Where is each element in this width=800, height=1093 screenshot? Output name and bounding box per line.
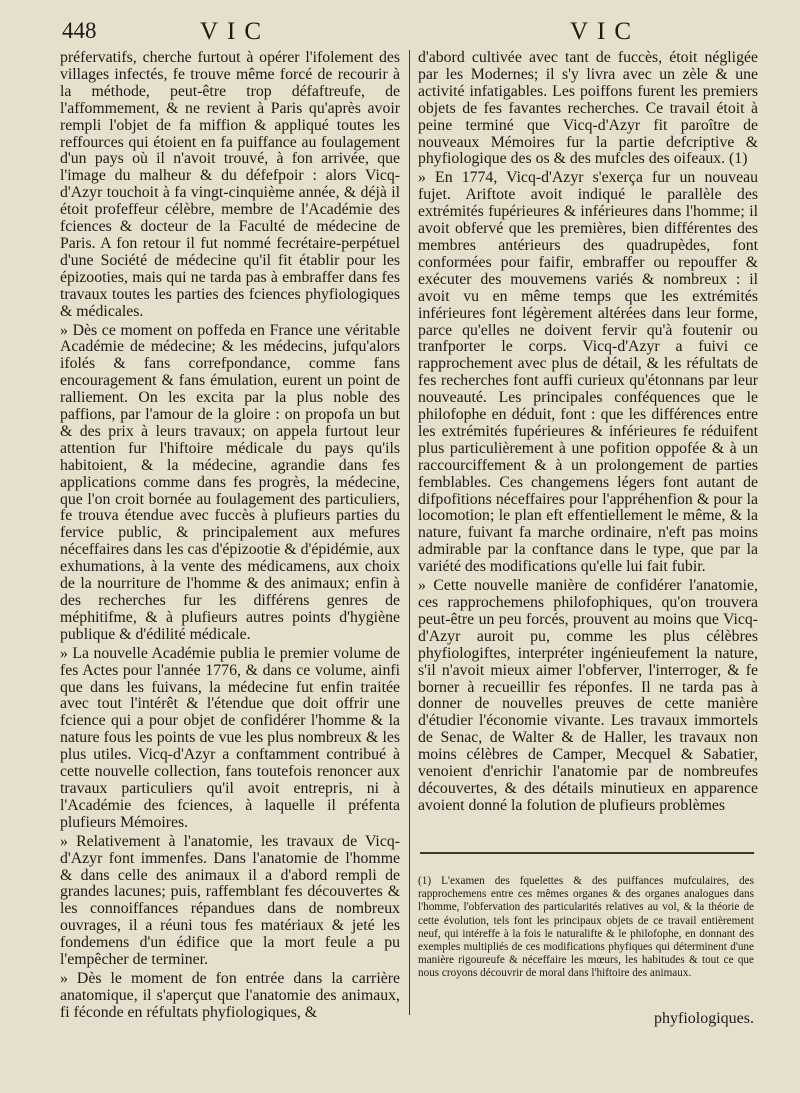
footnote-rule [420,852,754,854]
paragraph: » Cette nouvelle manière de confidérer l'anatomie, ces rapprochemens philofophiques, qu'on trouvera peut-être un peu forcés, prouvent au moins que Vicq-d'Azyr auroit pu, comme les plus célèbres phyfiologiftes, interpréter ingénieufement la nature, s'il n'avoit mieux aimer l'obferver, l'interroger, & fe borner à recueillir fes réponfes. Il ne tarda pas à donner de nouvelles preuves de cette manière d'étudier l'économie vivante. Les travaux immortels de Senac, de Walter & de Haller, les travaux non moins célèbres de Camper, Mecquel & Sabatier, venoient d'enrichir l'anatomie par de nombreufes découvertes, & des détails minutieux en apparence avoient donné la folution de plufieurs problèmes [418,577,758,814]
running-head-left: VIC [200,18,271,45]
footnote: (1) L'examen des fquelettes & des puiffances mufculaires, des rapprochemens entre ces mêmes organes & des organes analogues dans l'homme, l'obfervation des particularités relatives au vol, & la théorie de cette évolution, tels font les principaux objets de ce travail entièrement neuf, qui intéreffe à la fois le naturalifte & le philofophe, en donnant des exemples multipliés de ces modifications phyfiques qui déterminent d'une manière rigoureufe & néceffaire les mœurs, les habitudes & tout ce que nous croyons découvrir de moral dans l'hiftoire des animaux. [418,875,754,980]
page-number: 448 [62,18,97,43]
paragraph: » La nouvelle Académie publia le premier volume de fes Actes pour l'année 1776, & dans ce volume, ainfi que dans les fuivans, la médecine fut enfin traitée avec tout l'intérêt & l'étendue que doit offrir une fcience qui a pour objet de confidérer l'homme & la nature fous les points de vue les plus nombreux & les plus utiles. Vicq-d'Azyr a conftamment contribué à cette nouvelle collection, fans toutefois renoncer aux travaux particuliers qu'il avoit entrepris, ni à l'Académie des fciences, à laquelle il préfenta plufieurs Mémoires. [60,644,400,831]
running-header [0,18,800,48]
paragraph: » Relativement à l'anatomie, les travaux de Vicq-d'Azyr font immenfes. Dans l'anatomie de l'homme & dans celle des animaux il a d'abord rempli de grandes lacunes; puis, raffemblant fes découvertes & les connoiffances répandues dans de nombreux ouvrages, il a réuni tous fes matériaux & jeté les fondemens d'un édifice que la mort feule a pu l'empêcher de terminer. [60,832,400,969]
paragraph: » En 1774, Vicq-d'Azyr s'exerça fur un nouveau fujet. Ariftote avoit indiqué le parallèle des extrémités fupérieures & inférieures dans l'homme; il avoit obfervé que les premières, bien différentes des membres antérieurs des quadrupèdes, font conformées pour faifir, embraffer ou repouffer & exécuter des mouvemens variés & nombreux : il avoit vu en même temps que les extrémités inférieures font légèrement altérées dans leur forme, parce qu'elles ne doivent fervir qu'à foutenir ou tranfporter le corps. Vicq-d'Azyr a fuivi ce rapprochement avec plus de détail, & les réfultats de fes recherches font auffi curieux qu'étonnans par leur nouveauté. Les principales conféquences que le philofophe en déduit, font : que les différences entre les extrémités fupérieures & inférieures fe réduifent plus particulièrement à une pofition oppofée & à un raccourciffement & à un prolongement de parties femblables. Ces changemens légers font autant de difpofitions néceffaires pour l'appréhenfion & pour la locomotion; le plan eft effentiellement le même, & la nature, fuivant fa marche ordinaire, n'eft pas moins admirable par la conftance dans le type, que par la variété des modifications qu'elle lui fait fubir. [418,169,758,576]
column-divider [409,50,410,1015]
right-column [418,50,758,817]
running-head-right: VIC [570,18,641,45]
catchword: phyfiologiques. [654,1010,754,1027]
paragraph: » Dès ce moment on poffeda en France une véritable Académie de médecine; & les médecins, jufqu'alors ifolés & fans correfpondance, comme fans encouragement & fans émulation, eurent un point de ralliement. On les excita par la plus noble des paffions, par l'amour de la gloire : on propofa un but & des prix à leurs travaux; on appela furtout leur attention fur l'hiftoire médicale du pays qu'ils habitoient, & la médecine, agrandie dans fes applications comme dans fes progrès, la médecine, que l'on croit bornée au foulagement des particuliers, fe trouva étendue avec fuccès à plufieurs parties du fervice public, & principalement aux mefures néceffaires dans les cas d'épizootie & d'épidémie, aux exhumations, à la vente des médicamens, aux choix de la nourriture de l'homme & des animaux; enfin à des recherches fur les différens genres de méphitifme, & à plufieurs autres points d'hygiène publique & d'édilité médicale. [60,321,400,643]
paragraph: d'abord cultivée avec tant de fuccès, étoit négligée par les Modernes; il s'y livra avec un zèle & une activité infatigables. Les poiffons furent les premiers objets de fes favantes recherches. Ce travail étoit à peine terminé que Vicq-d'Azyr fit paroître de nouveaux Mémoires fur la partie defcriptive & phyfiologique des os & des mufcles des oifeaux. (1) [418,49,758,168]
paragraph: » Dès le moment de fon entrée dans la carrière anatomique, il s'aperçut que l'anatomie des animaux, fi féconde en réfultats phyfiologiques, & [60,969,400,1021]
left-column [60,50,400,1024]
paragraph: préfervatifs, cherche furtout à opérer l'ifolement des villages infectés, fe trouve même forcé de recourir à la méthode, peut-être trop défaftreufe, de l'affommement, & ne revient à Paris qu'après avoir rempli l'objet de fa miffion & appliqué toutes les reffources qui étoient en fa puiffance au foulagement d'un pays où il n'avoit trouvé, à fon arrivée, que l'image du malheur & du défefpoir : alors Vicq-d'Azyr touchoit à fa vingt-cinquième année, & déjà il étoit profeffeur célèbre, membre de l'Académie des fciences & docteur de la Faculté de médecine de Paris. A fon retour il fut nommé fecrétaire-perpétuel d'une Société de médecine qu'il fit établir pour les épizooties, mais qui ne tarda pas à embraffer dans fes travaux toutes les parties des fciences phyfiologiques & médicales. [60,49,400,320]
